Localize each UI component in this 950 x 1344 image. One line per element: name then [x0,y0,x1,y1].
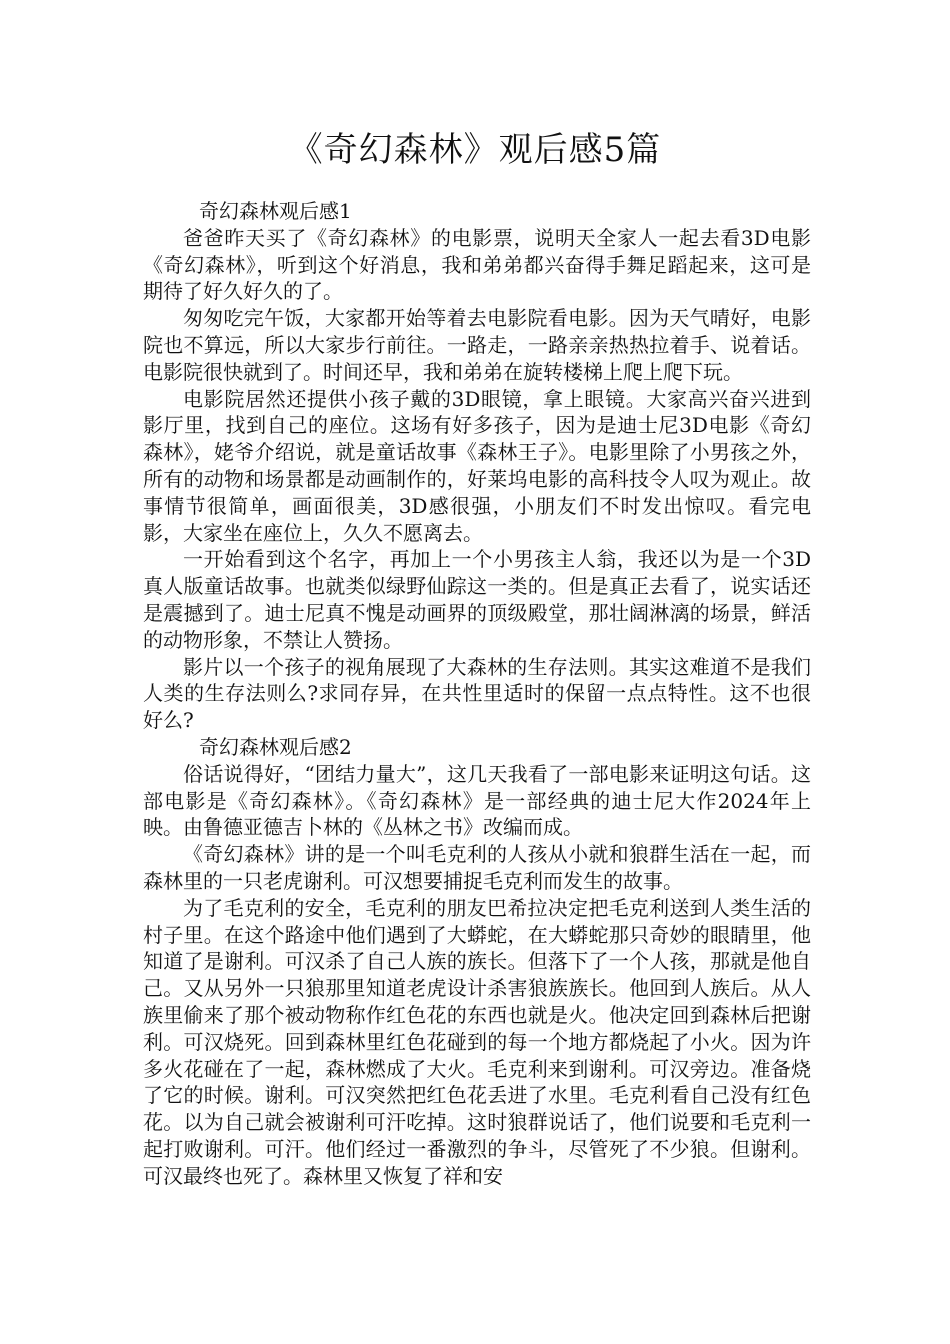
document-body [143,198,811,1189]
body-paragraph: 影片以一个孩子的视角展现了大森林的生存法则。其实这难道不是我们人类的生存法则么?求同存异，在共性里适时的保留一点点特性。这不也很好么? [143,654,811,733]
section-heading: 奇幻森林观后感2 [199,734,352,759]
document-title: 《奇幻森林》观后感5篇 [288,130,662,170]
body-paragraph: 匆匆吃完午饭，大家都开始等着去电影院看电影。因为天气晴好，电影院也不算远，所以大家步行前往。一路走，一路亲亲热热拉着手、说着话。电影院很快就到了。时间还早，我和弟弟在旋转楼梯上爬上爬下玩。 [143,306,811,384]
body-paragraph: 一开始看到这个名字，再加上一个小男孩主人翁，我还以为是一个3D真人版童话故事。也就类似绿野仙踪这一类的。但是真正去看了，说实话还是震撼到了。迪士尼真不愧是动画界的顶级殿堂，那壮阔淋漓的场景，鲜活的动物形象，不禁让人赞扬。 [143,547,811,652]
body-paragraph: 《奇幻森林》讲的是一个叫毛克利的人孩从小就和狼群生活在一起，而森林里的一只老虎谢利。可汉想要捕捉毛克利而发生的故事。 [143,842,811,893]
body-paragraph: 电影院居然还提供小孩子戴的3D眼镜，拿上眼镜。大家高兴奋兴进到影厅里，找到自己的座位。这场有好多孩子，因为是迪士尼3D电影《奇幻森林》，姥爷介绍说，就是童话故事《森林王子》。电影里除了小男孩之外，所有的动物和场景都是动画制作的，好莱坞电影的高科技令人叹为观止。故事情节很简单，画面很美，3D感很强，小朋友们不时发出惊叹。看完电影，大家坐在座位上，久久不愿离去。 [143,386,811,545]
body-paragraph: 爸爸昨天买了《奇幻森林》的电影票，说明天全家人一起去看3D电影《奇幻森林》，听到这个好消息，我和弟弟都兴奋得手舞足蹈起来，这可是期待了好久好久的了。 [143,225,811,304]
body-paragraph: 俗话说得好，“团结力量大”，这几天我看了一部电影来证明这句话。这部电影是《奇幻森林》。《奇幻森林》是一部经典的迪士尼大作2024年上映。由鲁德亚德吉卜林的《丛林之书》改编而成。 [143,761,811,840]
body-paragraph: 为了毛克利的安全，毛克利的朋友巴希拉决定把毛克利送到人类生活的村子里。在这个路途中他们遇到了大蟒蛇，在大蟒蛇那只奇妙的眼睛里，他知道了是谢利。可汉杀了自己人族的族长。但落下了一个人孩，那就是他自己。又从另外一只狼那里知道老虎设计杀害狼族族长。他回到人族后。从人族里偷来了那个被动物称作红色花的东西也就是火。他决定回到森林后把谢利。可汉烧死。回到森林里红色花碰到的每一个地方都烧起了小火。因为许多火花碰在了一起，森林燃成了大火。毛克利来到谢利。可汉旁边。准备烧了它的时候。谢利。可汉突然把红色花丢进了水里。毛克利看自己没有红色花。以为自己就会被谢利可汗吃掉。这时狼群说话了，他们说要和毛克利一起打败谢利。可汗。他们经过一番激烈的争斗，尽管死了不少狼。但谢利。可汉最终也死了。森林里又恢复了祥和安 [143,895,811,1188]
section-heading: 奇幻森林观后感1 [199,199,352,223]
